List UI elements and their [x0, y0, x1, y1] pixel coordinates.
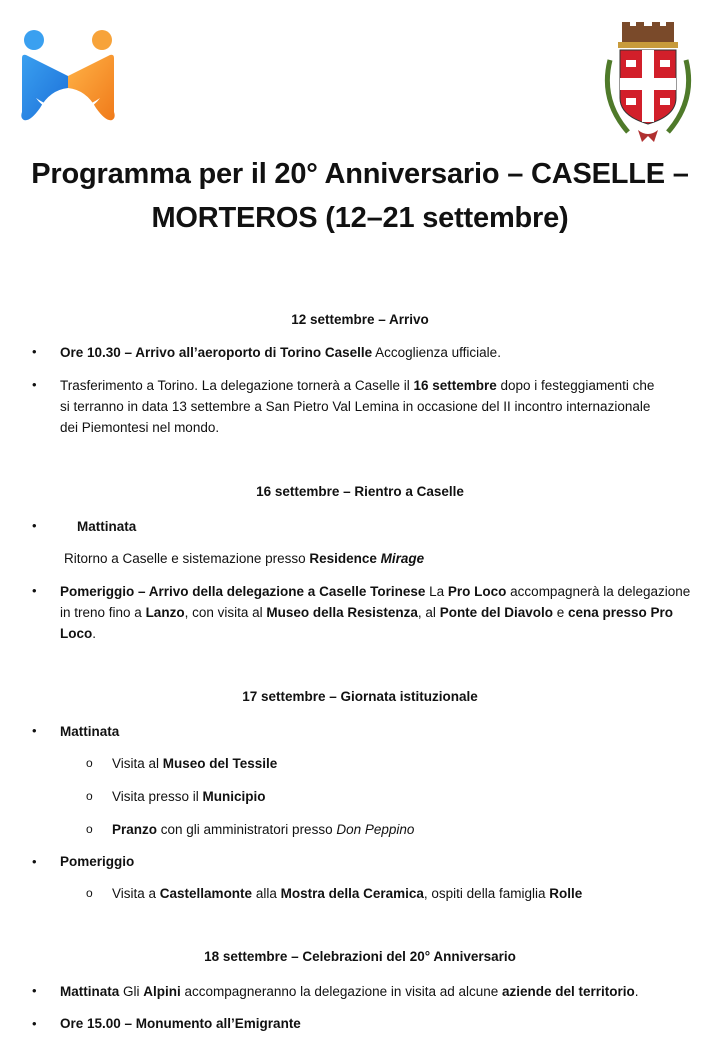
- sub-list-item: Pranzo con gli amministratori presso Don Peppino: [112, 822, 415, 837]
- sub-list-item: Visita a Castellamonte alla Mostra della Ceramica, ospiti della famiglia Rolle: [112, 886, 583, 901]
- section-heading-12-sept: 12 settembre – Arrivo: [291, 312, 429, 327]
- section-heading-16-sept: 16 settembre – Rientro a Caselle: [256, 484, 464, 499]
- list-item: Mattinata Gli Alpini accompagneranno la delegazione in visita ad alcune aziende del territorio.: [60, 984, 639, 999]
- bullet: •: [32, 583, 37, 598]
- twinning-logo: [20, 28, 116, 124]
- sub-list-item: Visita presso il Municipio: [112, 789, 266, 804]
- sub-bullet: o: [86, 789, 93, 803]
- coat-of-arms-logo: [598, 20, 698, 145]
- list-item: Mattinata: [77, 519, 137, 534]
- list-item: Trasferimento a Torino. La delegazione tornerà a Caselle il 16 settembre dopo i festeggiamenti che si terranno in data 13 settembre a San Pietro Val Lemina in occasione del II incontro internazionale dei Piemontesi nel mondo.: [60, 378, 655, 435]
- sub-list-item: Visita al Museo del Tessile: [112, 756, 278, 771]
- section-heading-18-sept: 18 settembre – Celebrazioni del 20° Anniversario: [204, 949, 516, 964]
- paragraph: Ritorno a Caselle e sistemazione presso Residence Mirage: [64, 551, 425, 566]
- list-item: Mattinata: [60, 724, 120, 739]
- bullet: •: [32, 1016, 37, 1031]
- document-title: [0, 152, 720, 240]
- bullet: •: [32, 518, 37, 533]
- list-item: Pomeriggio – Arrivo della delegazione a Caselle Torinese La Pro Loco accompagnerà la delegazione in treno fino a Lanzo, con visita al Museo della Resistenza, al Ponte del Diavolo e cena presso Pro Loco.: [60, 584, 691, 641]
- list-item: Pomeriggio: [60, 854, 135, 869]
- list-item: Ore 10.30 – Arrivo all’aeroporto di Torino Caselle Accoglienza ufficiale.: [60, 345, 501, 360]
- bullet: •: [32, 377, 37, 392]
- title-line-2: MORTEROS (12–21 settembre): [151, 202, 569, 234]
- sub-bullet: o: [86, 822, 93, 836]
- sub-bullet: o: [86, 756, 93, 770]
- bullet: •: [32, 344, 37, 359]
- sub-bullet: o: [86, 886, 93, 900]
- bullet: •: [32, 854, 37, 869]
- bullet: •: [32, 983, 37, 998]
- bullet: •: [32, 723, 37, 738]
- section-heading-17-sept: 17 settembre – Giornata istituzionale: [242, 689, 478, 704]
- list-item: Ore 15.00 – Monumento all’Emigrante: [60, 1016, 301, 1031]
- title-line-1: Programma per il 20° Anniversario – CASELLE –: [31, 158, 689, 190]
